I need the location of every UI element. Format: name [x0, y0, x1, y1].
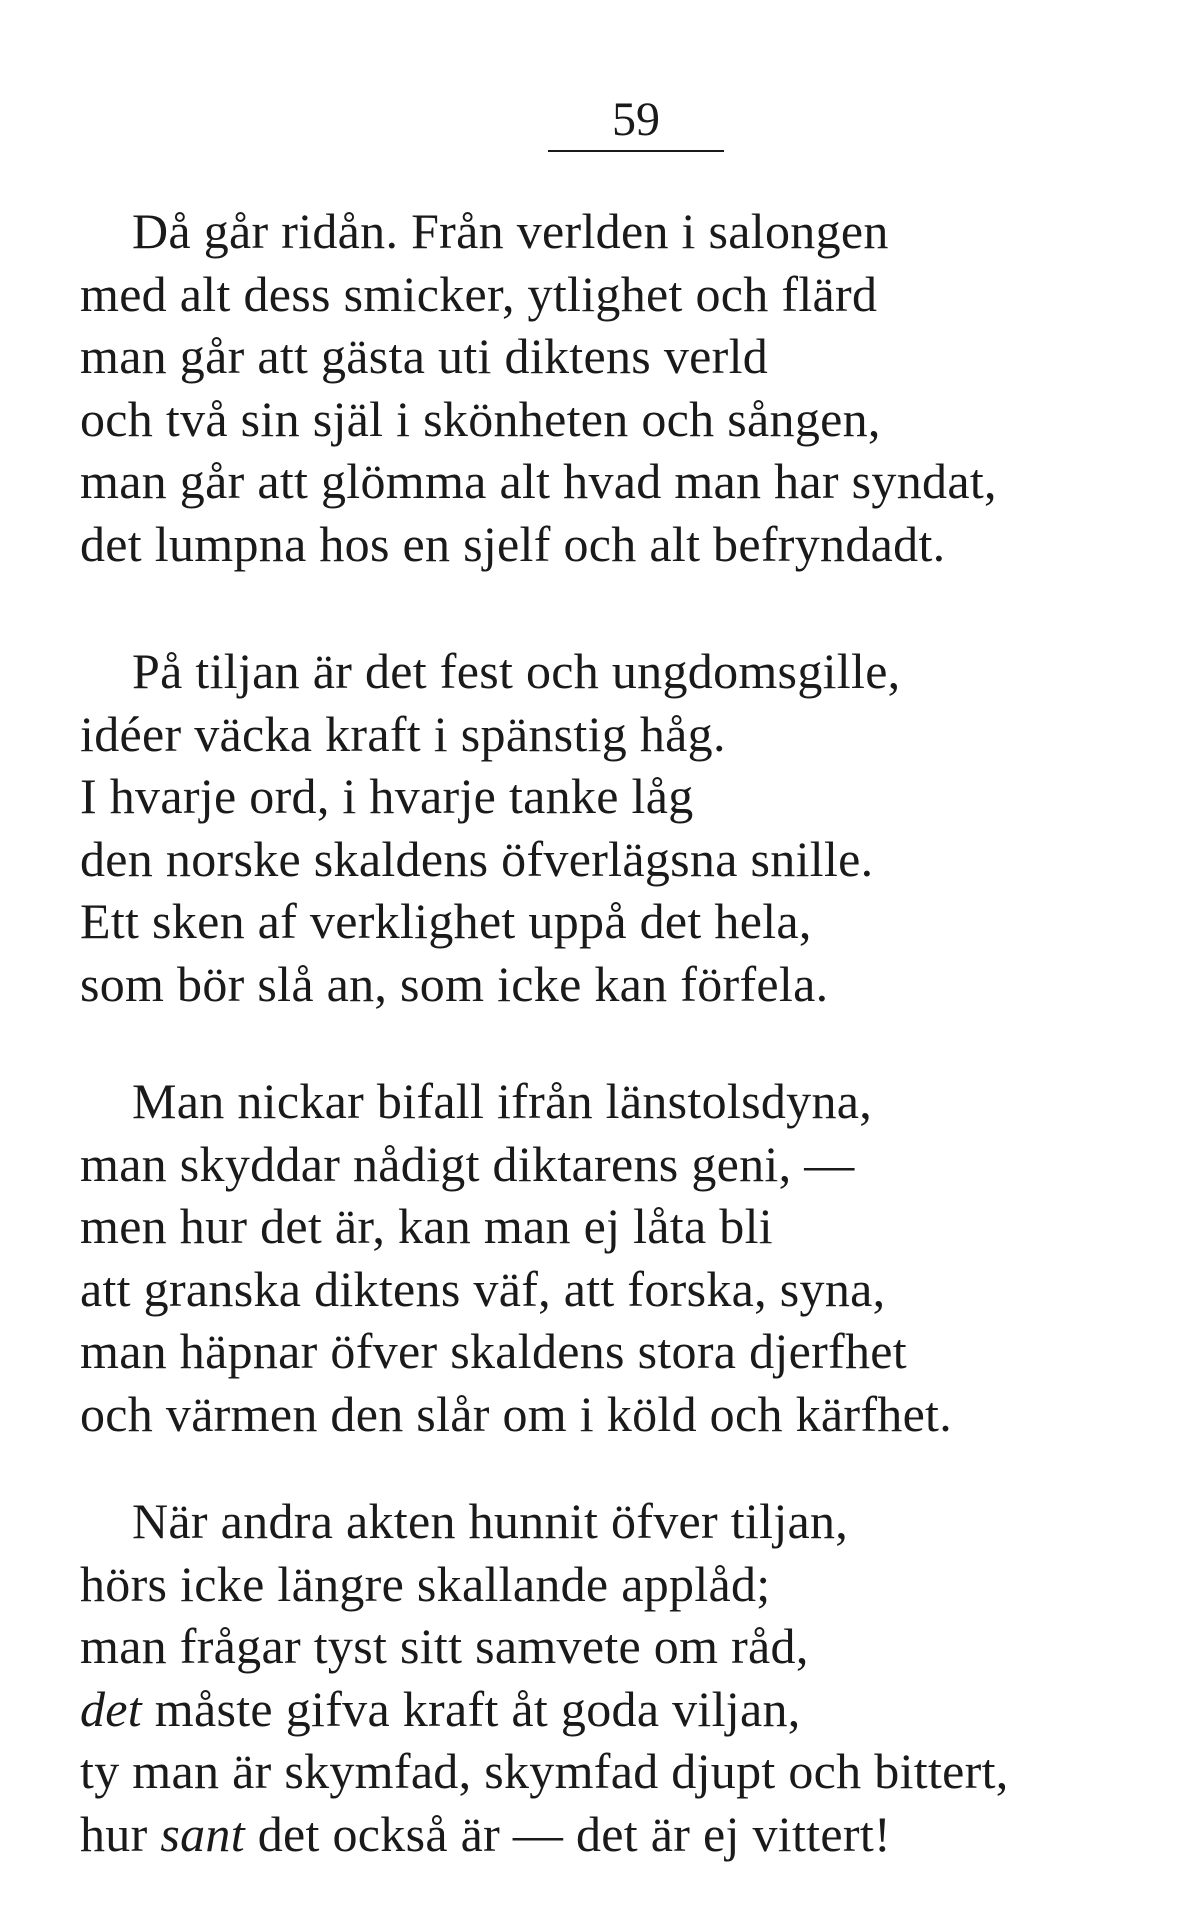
poem-line: den norske skaldens öfverlägsna snille.: [80, 830, 874, 887]
poem-line: och värmen den slår om i köld och kärfhet.: [80, 1385, 953, 1442]
stanza-4: [80, 1490, 1180, 1865]
line-text: hur: [80, 1805, 161, 1862]
poem-line: hörs icke längre skallande applåd;: [80, 1555, 771, 1612]
poem-line: När andra akten hunnit öfver tiljan,: [132, 1493, 849, 1549]
poem-line: att granska diktens väf, att forska, syna,: [80, 1260, 886, 1317]
poem-line: man frågar tyst sitt samvete om råd,: [80, 1618, 809, 1674]
poem-line: med alt dess smicker, ytlighet och flärd: [80, 265, 878, 322]
line-text: måste gifva kraft åt goda viljan,: [141, 1680, 801, 1737]
poem-line: men hur det är, kan man ej låta bli: [80, 1198, 773, 1254]
poem-line: och två sin själ i skönheten och sången,: [80, 390, 881, 447]
poem-line: man går att glömma alt hvad man har syndat,: [80, 453, 997, 509]
emphasized-word: sant: [160, 1805, 245, 1862]
poem-line: man häpnar öfver skaldens stora djerfhet: [80, 1323, 907, 1379]
poem-line: man skyddar nådigt diktarens geni, —: [80, 1135, 855, 1192]
poem-line: I hvarje ord, i hvarje tanke låg: [80, 768, 694, 824]
stanza-2: [80, 640, 1180, 1015]
poem-line: idéer väcka kraft i spänstig håg.: [80, 705, 726, 762]
emphasized-word: det: [80, 1680, 142, 1737]
line-text: det också är — det är ej vittert!: [244, 1805, 891, 1862]
poem-line: [80, 1803, 1180, 1866]
page-number: 59: [548, 92, 724, 152]
poem-line: ty man är skymfad, skymfad djupt och bittert,: [80, 1743, 1009, 1799]
stanza-1: [80, 200, 1180, 575]
poem-line: det lumpna hos en sjelf och alt befryndadt.: [80, 515, 946, 572]
poem-line: Ett sken af verklighet uppå det hela,: [80, 893, 812, 949]
poem-line: som bör slå an, som icke kan förfela.: [80, 955, 829, 1012]
poem-line: Man nickar bifall ifrån länstolsdyna,: [132, 1073, 873, 1129]
poem-line: [80, 1678, 1180, 1741]
poem-line: Då går ridån. Från verlden i salongen: [132, 203, 889, 259]
poem-line: På tiljan är det fest och ungdomsgille,: [132, 643, 901, 699]
stanza-3: [80, 1070, 1180, 1445]
poem-line: man går att gästa uti diktens verld: [80, 328, 769, 384]
